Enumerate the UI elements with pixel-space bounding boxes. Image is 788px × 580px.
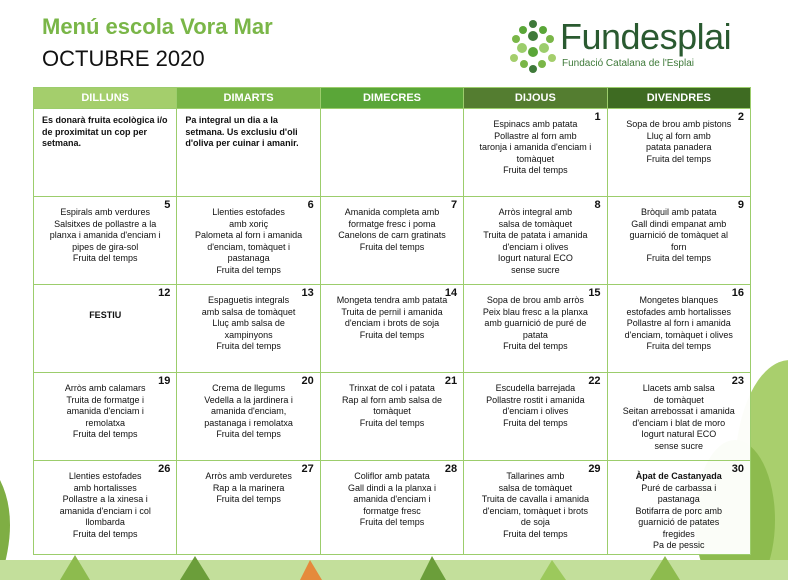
dish-list (34, 197, 176, 267)
dish-list (177, 373, 319, 443)
dish-list (177, 285, 319, 355)
week-row (34, 461, 751, 555)
dish-item: salsa de tomàquet (498, 218, 573, 229)
dish-list (464, 373, 606, 431)
dish-item: amb xoriç (229, 218, 269, 229)
dish-item: Fruita del temps (72, 528, 138, 539)
fundesplai-logo (508, 14, 783, 80)
day-cell-friday (607, 373, 750, 461)
dish-item: Bròquil amb patata (641, 207, 717, 217)
dish-item: Canelons de carn gratinats (338, 230, 446, 240)
dish-item: Arròs amb verduretes (205, 471, 292, 481)
dish-item: d'enciam i brots de soja (344, 318, 440, 328)
dish-item: forn (671, 241, 687, 252)
day-cell-monday (34, 197, 177, 285)
day-header-row (34, 88, 751, 109)
week-row (34, 197, 751, 285)
dish-item: salsa de tomàquet (498, 482, 573, 493)
day-cell-tuesday (177, 461, 320, 555)
menu-note: Pa integral un dia a la setmana. Us exclusiu d'oli d'oliva per cuinar i amanir. (185, 115, 299, 148)
dish-item: Fruita del temps (646, 253, 712, 263)
dish-item: d'enciam, tomàquet i (207, 241, 290, 252)
dish-item: patata panadera (646, 142, 712, 152)
day-cell-monday (34, 285, 177, 373)
day-number: 30 (731, 463, 744, 475)
day-number: 28 (444, 463, 458, 475)
dish-item: Vedella a la jardinera i (204, 394, 293, 405)
dish-item: Fruita del temps (216, 264, 281, 275)
dish-item: d'enciam, tomàquet i olives (624, 329, 733, 340)
dish-item: Espirals amb verdures (60, 207, 150, 217)
dish-item: de soja (520, 517, 550, 527)
dish-item: tomàquet (516, 153, 555, 164)
dish-item: Crema de llegums (212, 383, 286, 393)
dish-item: Fruita del temps (216, 494, 281, 504)
day-cell-monday (34, 373, 177, 461)
dish-item: Amanida completa amb (344, 207, 440, 217)
day-header-wednesday: DIMECRES (320, 88, 463, 109)
dish-item: pastanaga i remolatxa (204, 417, 293, 428)
dish-list (177, 461, 319, 508)
dish-list (608, 109, 750, 167)
dish-item: Gall dindi empanat amb (631, 218, 727, 229)
dish-item: Fruita del temps (503, 341, 568, 351)
dish-item: Mongetes blanques (639, 295, 719, 305)
dish-item: Llenties estofades (212, 207, 285, 217)
dish-item: d'enciam, tomàquet i brots (482, 505, 588, 516)
dish-item: amanida d'enciam i (353, 494, 431, 504)
dish-item: remolatxa (85, 417, 125, 428)
day-number: 14 (444, 287, 458, 299)
dish-item: Fruita del temps (72, 429, 138, 439)
dish-item: Rap a la marinera (212, 482, 285, 493)
dish-item: Fruita del temps (72, 253, 138, 263)
dish-item: formatge fresc i poma (348, 218, 436, 229)
dish-item: Seitan arrebossat i amanida (622, 406, 735, 416)
day-cell-thursday (464, 461, 607, 555)
dish-item: Truita de patata i amanida (483, 230, 588, 240)
logo-name: Fundesplai (560, 16, 732, 57)
dish-item: llombarda (85, 517, 125, 527)
dish-item: xampinyons (224, 329, 273, 340)
dish-item: planxa i amanida d'enciam i (49, 230, 161, 240)
day-cell-thursday (464, 285, 607, 373)
dish-list (321, 461, 463, 531)
dish-item: Iogurt natural ECO (497, 253, 573, 263)
dish-list (464, 109, 606, 179)
day-cell-wednesday (320, 197, 463, 285)
day-header-tuesday: DIMARTS (177, 88, 320, 109)
dish-item: Fruita del temps (646, 341, 712, 351)
day-number: 2 (737, 111, 744, 123)
day-number: 6 (307, 199, 314, 211)
day-number: 1 (594, 111, 601, 123)
day-number: 9 (737, 199, 744, 211)
dish-item: Iogurt natural ECO (641, 429, 717, 439)
dish-item: Fruita del temps (216, 341, 281, 351)
day-number: 19 (158, 375, 171, 387)
dish-item: Espinacs amb patata (493, 119, 578, 129)
dish-item: Tallarines amb (506, 471, 565, 481)
dish-list (608, 373, 750, 454)
special-meal-title: Àpat de Castanyada (635, 471, 722, 481)
day-number: 23 (731, 375, 744, 387)
dish-item: amanida d'enciam i (66, 406, 144, 416)
dish-item: Fruita del temps (503, 528, 568, 539)
day-number: 13 (301, 287, 314, 299)
dish-item: amb guarnició de puré de (484, 318, 587, 328)
dish-item: Sopa de brou amb pistons (626, 119, 732, 129)
day-cell-wednesday (320, 373, 463, 461)
week-row (34, 109, 751, 197)
dish-item: fregides (662, 528, 695, 539)
dish-item: formatge fresc (363, 505, 421, 516)
day-cell-thursday (464, 197, 607, 285)
dish-item: d'enciam i blat de moro (632, 417, 726, 428)
dish-item: Fruita del temps (359, 417, 425, 428)
dish-item: guarnició de tomàquet al (629, 230, 729, 240)
dish-item: Lluç amb salsa de (212, 318, 285, 328)
week-row (34, 373, 751, 461)
dish-item: Palometa al forn i amanida (195, 230, 303, 240)
dish-item: Fruita del temps (216, 429, 281, 439)
menu-month: OCTUBRE 2020 (42, 46, 205, 71)
dish-item: Llacets amb salsa (642, 383, 715, 393)
dish-item: Arròs amb calamars (64, 383, 146, 393)
fundesplai-leaf-icon (508, 18, 558, 74)
day-number: 5 (164, 199, 171, 211)
week-row (34, 285, 751, 373)
dish-item: Fruita del temps (359, 241, 425, 252)
day-number: 16 (731, 287, 744, 299)
day-cell-tuesday (177, 109, 320, 197)
day-header-friday: DIVENDRES (607, 88, 750, 109)
day-cell-wednesday (320, 285, 463, 373)
holiday-label: FESTIU (89, 310, 122, 320)
day-cell-tuesday (177, 285, 320, 373)
day-cell-thursday (464, 373, 607, 461)
day-number: 12 (158, 287, 171, 299)
day-number: 29 (588, 463, 601, 475)
day-number: 22 (588, 375, 601, 387)
dish-list (608, 285, 750, 355)
day-cell-friday (607, 109, 750, 197)
dish-item: pastanaga (657, 494, 700, 504)
dish-item: Sopa de brou amb arròs (486, 295, 584, 305)
dish-list (34, 461, 176, 542)
dish-item: Trinxat de col i patata (349, 383, 435, 393)
logo-tagline: Fundació Catalana de l'Esplai (562, 58, 694, 69)
dish-item: pipes de gira-sol (72, 241, 139, 252)
dish-item: Pa de pessic (653, 540, 705, 550)
dish-list (608, 197, 750, 267)
day-number: 21 (444, 375, 458, 387)
day-cell-tuesday (177, 197, 320, 285)
menu-body (34, 109, 751, 555)
day-cell-friday (607, 461, 750, 555)
day-header-thursday: DIJOUS (464, 88, 607, 109)
dish-item: sense sucre (511, 264, 560, 275)
dish-item: Fruita del temps (359, 517, 425, 527)
dish-item: amb salsa de tomàquet (201, 306, 296, 317)
dish-item: Coliflor amb patata (354, 471, 430, 481)
dish-item: taronja i amanida d'enciam i (479, 142, 592, 152)
weekly-menu-table (33, 87, 751, 555)
dish-item: estofades amb hortalisses (626, 306, 732, 317)
dish-item: d'enciam i olives (502, 241, 569, 252)
dish-item: Escudella barrejada (495, 383, 576, 393)
dish-item: amanida d'enciam, (210, 406, 287, 416)
dish-item: amb hortalisses (73, 482, 137, 493)
dish-list (321, 285, 463, 343)
dish-item: de tomàquet (653, 394, 704, 405)
day-cell-wednesday (320, 109, 463, 197)
dish-item: Gall dindi a la planxa i (347, 482, 436, 493)
dish-item: d'enciam i olives (502, 406, 569, 416)
dish-item: guarnició de patates (638, 517, 720, 527)
dish-item: tomàquet (373, 406, 411, 416)
day-cell-friday (607, 197, 750, 285)
day-cell-monday (34, 109, 177, 197)
dish-item: pastanaga (227, 253, 270, 263)
dish-item: Peix blau fresc a la planxa (482, 306, 588, 317)
dish-list (608, 461, 750, 554)
day-cell-monday (34, 461, 177, 555)
day-cell-wednesday (320, 461, 463, 555)
dish-item: Pollastre al forn i amanida (626, 318, 731, 328)
dish-list (464, 461, 606, 542)
dish-list (321, 197, 463, 255)
dish-item: sense sucre (654, 440, 704, 451)
dish-list (464, 285, 606, 355)
dish-item: Truita de pernil i amanida (341, 306, 443, 317)
day-number: 20 (301, 375, 314, 387)
dish-item: Pollastre a la xinesa i (62, 494, 148, 504)
dish-item: Lluç al forn amb (646, 130, 711, 141)
dish-item: Llenties estofades (68, 471, 142, 481)
menu-title: Menú escola Vora Mar (42, 14, 273, 39)
dish-item: Truita de cavalla i amanida (481, 494, 589, 504)
dish-item: Fruita del temps (646, 153, 712, 164)
dish-item: Fruita del temps (359, 329, 425, 340)
day-number: 26 (158, 463, 171, 475)
day-number: 8 (594, 199, 601, 211)
day-number: 7 (451, 199, 458, 211)
day-number: 27 (301, 463, 314, 475)
dish-item: Mongeta tendra amb patata (336, 295, 448, 305)
dish-list (321, 373, 463, 431)
menu-note: Es donarà fruita ecològica i/o de proximitat un cop per setmana. (42, 115, 168, 148)
dish-list (177, 197, 319, 278)
dish-list (464, 197, 606, 278)
dish-item: Fruita del temps (503, 165, 568, 175)
day-number: 15 (588, 287, 601, 299)
day-cell-friday (607, 285, 750, 373)
dish-item: Pollastre al forn amb (494, 130, 577, 141)
dish-item: amanida d'enciam i col (59, 505, 151, 516)
dish-item: patata (522, 329, 548, 340)
dish-item: Botifarra de porc amb (635, 505, 723, 516)
day-header-monday: DILLUNS (34, 88, 177, 109)
dish-item: Fruita del temps (503, 417, 568, 428)
dish-item: Puré de carbassa i (641, 482, 717, 493)
dish-list (34, 373, 176, 443)
dish-item: Espaguetis integrals (208, 295, 290, 305)
day-cell-tuesday (177, 373, 320, 461)
dish-item: Salsitxes de pollastre a la (54, 218, 157, 229)
dish-item: Rap al forn amb salsa de (341, 394, 442, 405)
dish-item: Truita de formatge i (66, 394, 145, 405)
day-cell-thursday (464, 109, 607, 197)
dish-item: Pollastre rostit i amanida (486, 394, 585, 405)
dish-item: Arròs integral amb (498, 207, 573, 217)
